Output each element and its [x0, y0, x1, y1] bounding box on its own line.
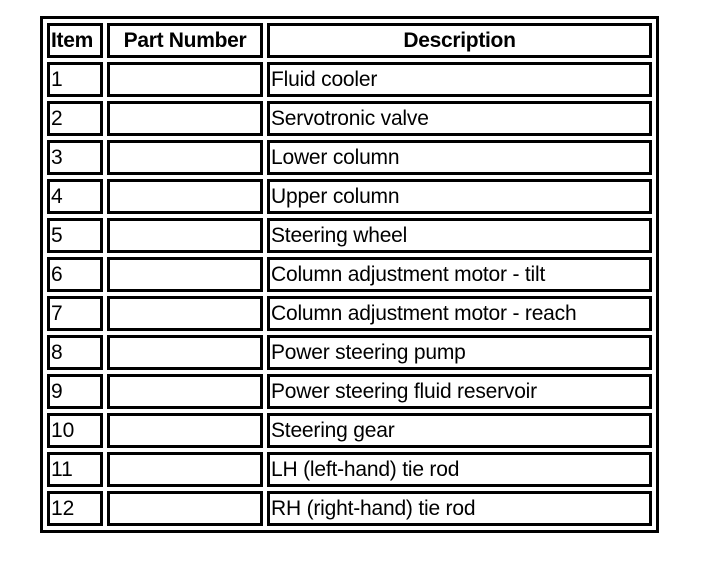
- part-number-cell: [107, 62, 263, 97]
- table-row: [47, 257, 652, 292]
- parts-table: [40, 16, 659, 533]
- description-cell: LH (left-hand) tie rod: [267, 452, 652, 487]
- table-row: [47, 491, 652, 526]
- part-number-cell: [107, 335, 263, 370]
- description-cell: Column adjustment motor - tilt: [267, 257, 652, 292]
- part-number-cell: [107, 374, 263, 409]
- part-number-cell: [107, 140, 263, 175]
- description-cell: Upper column: [267, 179, 652, 214]
- part-number-cell: [107, 491, 263, 526]
- part-number-cell: [107, 218, 263, 253]
- item-cell: 10: [47, 413, 103, 448]
- item-cell: 9: [47, 374, 103, 409]
- item-cell: 6: [47, 257, 103, 292]
- description-cell: RH (right-hand) tie rod: [267, 491, 652, 526]
- table-row: [47, 140, 652, 175]
- part-number-cell: [107, 296, 263, 331]
- table-row: [47, 296, 652, 331]
- item-cell: 3: [47, 140, 103, 175]
- part-number-cell: [107, 257, 263, 292]
- part-number-cell: [107, 452, 263, 487]
- description-cell: Column adjustment motor - reach: [267, 296, 652, 331]
- table-row: [47, 452, 652, 487]
- description-cell: Lower column: [267, 140, 652, 175]
- table-row: [47, 374, 652, 409]
- description-cell: Fluid cooler: [267, 62, 652, 97]
- part-number-cell: [107, 101, 263, 136]
- description-cell: Steering wheel: [267, 218, 652, 253]
- table-row: [47, 179, 652, 214]
- item-cell: 1: [47, 62, 103, 97]
- description-cell: Power steering pump: [267, 335, 652, 370]
- header-row: [47, 23, 652, 58]
- header-description: Description: [267, 23, 652, 58]
- table-row: [47, 335, 652, 370]
- part-number-cell: [107, 413, 263, 448]
- item-cell: 8: [47, 335, 103, 370]
- item-cell: 11: [47, 452, 103, 487]
- item-cell: 7: [47, 296, 103, 331]
- table-row: [47, 101, 652, 136]
- header-item: Item: [47, 23, 103, 58]
- description-cell: Steering gear: [267, 413, 652, 448]
- table-row: [47, 218, 652, 253]
- item-cell: 2: [47, 101, 103, 136]
- item-cell: 4: [47, 179, 103, 214]
- table-row: [47, 62, 652, 97]
- description-cell: Power steering fluid reservoir: [267, 374, 652, 409]
- header-part-number: Part Number: [107, 23, 263, 58]
- item-cell: 5: [47, 218, 103, 253]
- table-row: [47, 413, 652, 448]
- item-cell: 12: [47, 491, 103, 526]
- part-number-cell: [107, 179, 263, 214]
- description-cell: Servotronic valve: [267, 101, 652, 136]
